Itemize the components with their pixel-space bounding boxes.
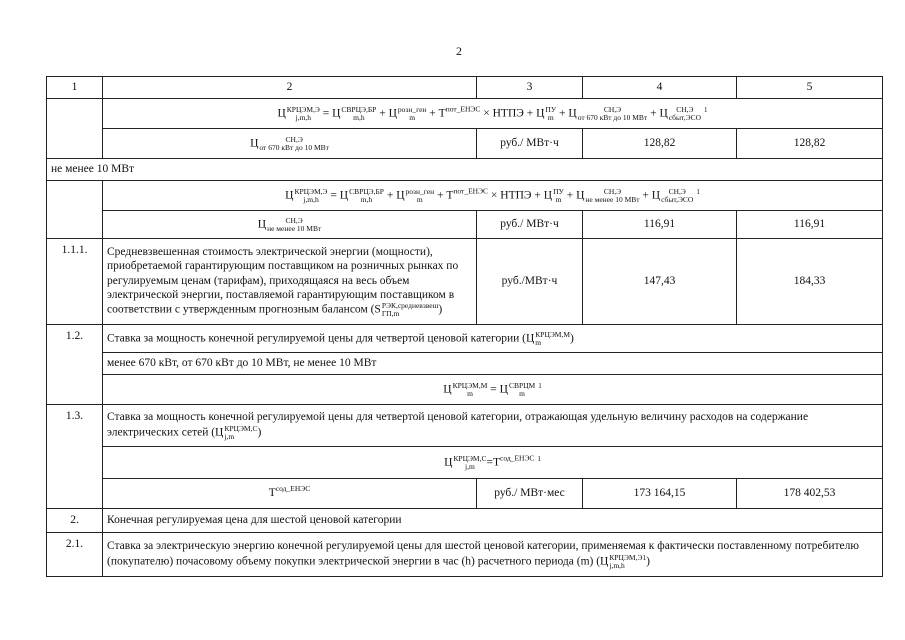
row-number: 1.3.	[47, 405, 103, 509]
row-2-1	[47, 533, 883, 577]
row-1-2-description: Ставка за мощность конечной регулируемой цены для четвертой ценовой категории (Ц КРЦЭМ,М m )	[103, 325, 883, 353]
header-col-3: 3	[477, 77, 583, 99]
cn-670-value-h2: 128,82	[737, 129, 883, 159]
cn-10-symbol: Ц СН,Э не менее 10 МВт	[103, 211, 477, 239]
row-1-1-1-unit: руб./МВт·ч	[477, 239, 583, 325]
tsod-unit: руб./ МВт·мес	[477, 479, 583, 509]
row-1-3-description: Ставка за мощность конечной регулируемой цены для четвертой ценовой категории, отражающая удельную величину расходов на содержание электрических сетей (Ц КРЦЭМ,С j,m )	[103, 405, 883, 447]
row-1-2-sub	[47, 353, 883, 375]
row-1-2-subcategories: менее 670 кВт, от 670 кВт до 10 МВт, не менее 10 МВт	[103, 353, 883, 375]
row-number: 2.	[47, 509, 103, 533]
row-1-1-1-value-h1: 147,43	[583, 239, 737, 325]
cn-10-row	[47, 211, 883, 239]
cn-670-symbol: Ц СН,Э от 670 кВт до 10 МВт	[103, 129, 477, 159]
formula-row-670	[47, 99, 883, 129]
row-number: 1.1.1.	[47, 239, 103, 325]
cn-670-unit: руб./ МВт·ч	[477, 129, 583, 159]
not-less-10-label: не менее 10 МВт	[47, 159, 883, 181]
header-row	[47, 77, 883, 99]
cn-10-value-h2: 116,91	[737, 211, 883, 239]
tsod-value-h2: 178 402,53	[737, 479, 883, 509]
header-col-5: 5	[737, 77, 883, 99]
formula-10: Ц КРЦЭМ,Э j,m,h = Ц СВРЦЭ,БР m,h + Ц розн_ген m + $T^{пот\_ЕНЭС}$ × НТПЭ + Ц ПУ m + Ц СН,Э не менее 10 МВт + Ц СН,Э сбыт,ЭСО $^1$	[103, 181, 883, 211]
row-2-description: Конечная регулируемая цена для шестой ценовой категории	[103, 509, 883, 533]
row-1-2-formula	[47, 375, 883, 405]
row-2	[47, 509, 883, 533]
tsod-value-h1: 173 164,15	[583, 479, 737, 509]
tariff-table	[46, 76, 883, 577]
header-col-1: 1	[47, 77, 103, 99]
row-1-1-1-value-h2: 184,33	[737, 239, 883, 325]
empty-num-cell	[47, 99, 103, 159]
row-1-3-formula	[47, 447, 883, 479]
empty-num-cell	[47, 181, 103, 239]
row-1-2	[47, 325, 883, 353]
tsod-symbol: $T^{сод\_ЕНЭС}$	[103, 479, 477, 509]
page-number: 2	[456, 44, 462, 58]
formula-row-10	[47, 181, 883, 211]
formula-670: Ц КРЦЭМ,Э j,m,h = Ц СВРЦЭ,БР m,h + Ц розн_ген m + $T^{пот\_ЕНЭС}$ × НТПЭ + Ц ПУ m + Ц СН,Э от 670 кВт до 10 МВт + Ц СН,Э сбыт,ЭСО $^1$	[103, 99, 883, 129]
formula-capacity: Ц КРЦЭМ,М m = Ц СВРЦМ m $^1$	[103, 375, 883, 405]
formula-network: Ц КРЦЭМ,С j,m $=T^{сод\_ЕНЭС}$ $^1$	[103, 447, 883, 479]
header-col-2: 2	[103, 77, 477, 99]
cn-10-unit: руб./ МВт·ч	[477, 211, 583, 239]
cn-10-value-h1: 116,91	[583, 211, 737, 239]
row-number: 2.1.	[47, 533, 103, 577]
row-2-1-description: Ставка за электрическую энергию конечной регулируемой цены для шестой ценовой категории, применяемая к фактически поставленному потребителю (покупателю) почасовому объему покупки электрической энергии в час (h) расчетного периода (m) (Ц КРЦЭМ,Э1 j,m,h )	[103, 533, 883, 577]
cn-670-value-h1: 128,82	[583, 129, 737, 159]
cn-670-row	[47, 129, 883, 159]
row-1-1-1	[47, 239, 883, 325]
row-1-1-1-description: Средневзвешенная стоимость электрической энергии (мощности), приобретаемой гарантирующим поставщиком на розничных рынках по регулируемым ценам (тарифам), приходящаяся на весь объем электрической энергии, поставляемой гарантирующим поставщиком в соответствии с утвержденным прогнозным балансом (S РЭК,средневзвеш ГП,m )	[103, 239, 477, 325]
not-less-10-row	[47, 159, 883, 181]
tsod-row	[47, 479, 883, 509]
header-col-4: 4	[583, 77, 737, 99]
row-1-3	[47, 405, 883, 447]
row-number: 1.2.	[47, 325, 103, 405]
